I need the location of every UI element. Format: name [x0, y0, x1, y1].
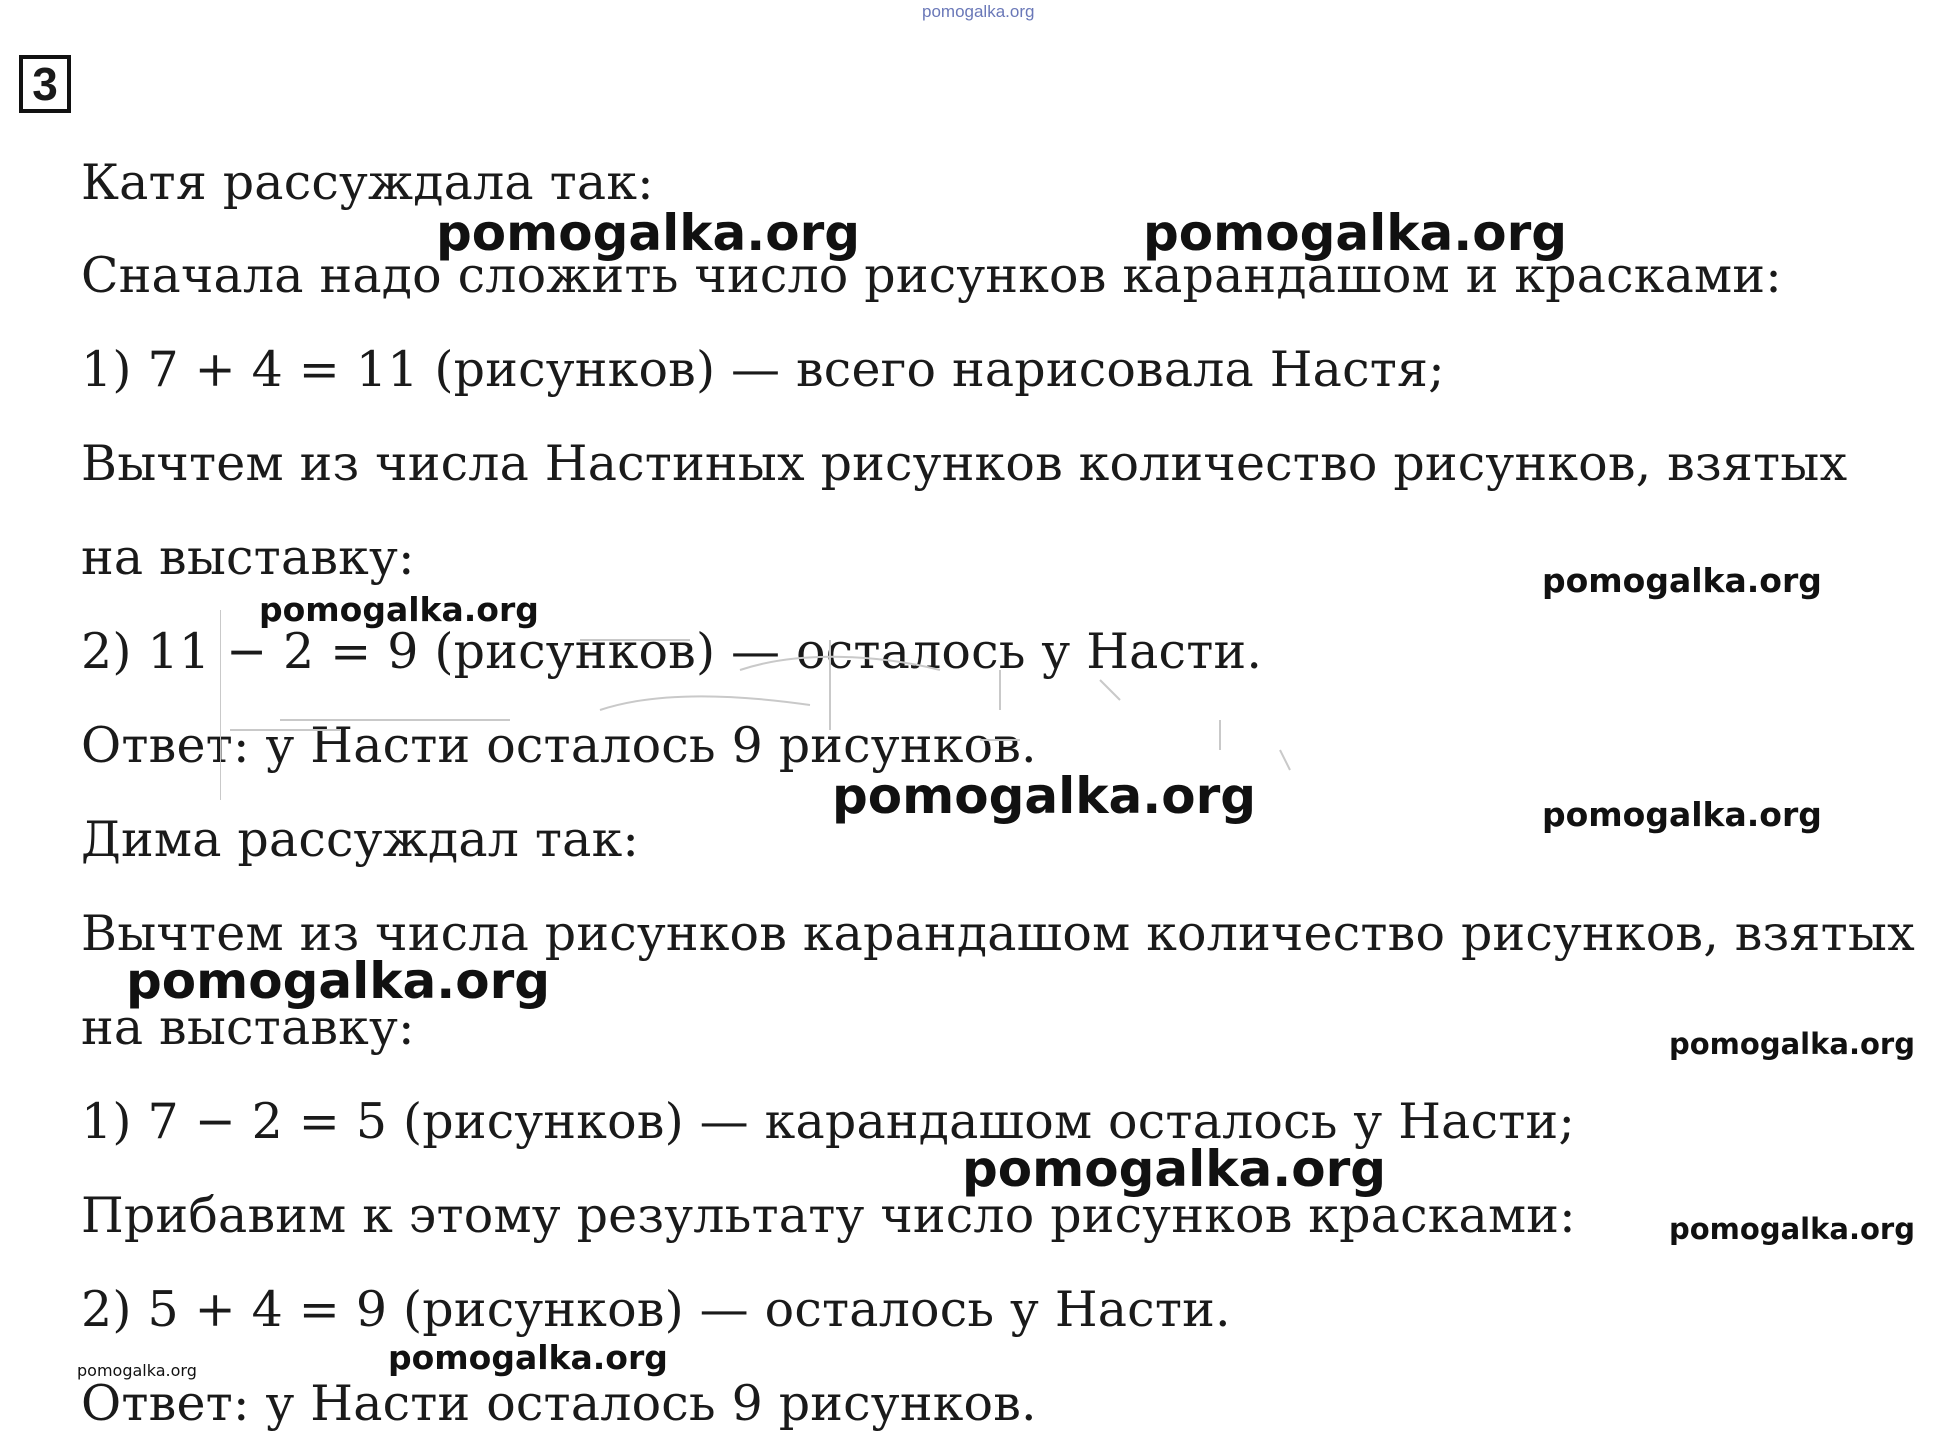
watermark: pomogalka.org [126, 952, 551, 1010]
watermark: pomogalka.org [1542, 795, 1822, 834]
text-line: 1) 7 − 2 = 5 (рисунков) — карандашом осталось у Насти; [81, 1093, 1576, 1150]
header-watermark: pomogalka.org [922, 2, 1035, 21]
text-line: 2) 11 − 2 = 9 (рисунков) — осталось у Насти. [81, 623, 1263, 680]
watermark: pomogalka.org [1143, 204, 1568, 262]
watermark: pomogalka.org [1669, 1027, 1915, 1061]
text-line: Ответ: у Насти осталось 9 рисунков. [81, 1375, 1037, 1432]
watermark: pomogalka.org [436, 204, 861, 262]
text-line: Ответ: у Насти осталось 9 рисунков. [81, 717, 1037, 774]
text-line: 1) 7 + 4 = 11 (рисунков) — всего нарисовала Настя; [81, 341, 1445, 398]
watermark: pomogalka.org [259, 590, 539, 629]
text-line: Прибавим к этому результату число рисунков красками: [81, 1187, 1576, 1244]
text-line: Катя рассуждала так: [81, 154, 654, 211]
text-line: 2) 5 + 4 = 9 (рисунков) — осталось у Насти. [81, 1281, 1231, 1338]
text-line: Дима рассуждал так: [81, 811, 640, 868]
text-line: Вычтем из числа рисунков карандашом количество рисунков, взятых [81, 905, 1915, 962]
task-number-box: 3 [19, 55, 71, 113]
watermark: pomogalka.org [1669, 1212, 1915, 1246]
watermark: pomogalka.org [1542, 561, 1822, 600]
text-line: Вычтем из числа Настиных рисунков количество рисунков, взятых [81, 435, 1848, 492]
watermark: pomogalka.org [962, 1140, 1387, 1198]
watermark: pomogalka.org [832, 767, 1257, 825]
watermark: pomogalka.org [77, 1361, 197, 1380]
text-line: на выставку: [81, 999, 415, 1056]
text-line: на выставку: [81, 529, 415, 586]
watermark: pomogalka.org [388, 1338, 668, 1377]
text-line: Сначала надо сложить число рисунков карандашом и красками: [81, 247, 1782, 304]
